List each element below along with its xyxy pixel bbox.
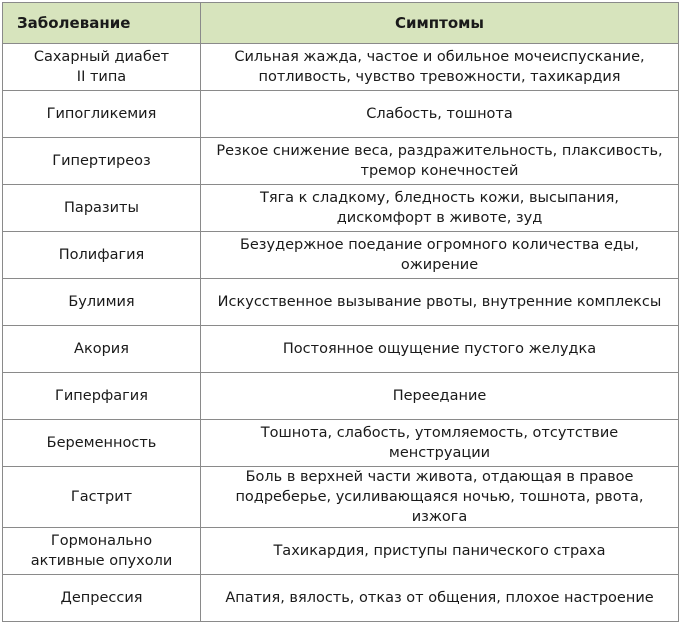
disease-symptoms-table: [2, 2, 679, 622]
disease-cell: Гипогликемия: [3, 91, 201, 138]
symptoms-cell: Постоянное ощущение пустого желудка: [201, 326, 679, 373]
disease-cell: Паразиты: [3, 185, 201, 232]
table-row: [3, 232, 679, 279]
table-row: [3, 44, 679, 91]
table-row: [3, 373, 679, 420]
table-row: [3, 420, 679, 467]
symptoms-cell: Безудержное поедание огромного количества еды, ожирение: [201, 232, 679, 279]
symptoms-cell: Переедание: [201, 373, 679, 420]
table-row: [3, 528, 679, 575]
symptoms-cell: Боль в верхней части живота, отдающая в правое подреберье, усиливающаяся ночью, тошнота, рвота, изжога: [201, 467, 679, 528]
disease-cell: Булимия: [3, 279, 201, 326]
table-header-row: [3, 3, 679, 44]
symptoms-cell: Резкое снижение веса, раздражительность, плаксивость, тремор конечностей: [201, 138, 679, 185]
header-disease: Заболевание: [3, 3, 201, 44]
table-row: [3, 185, 679, 232]
table-row: [3, 326, 679, 373]
disease-cell: Гипертиреоз: [3, 138, 201, 185]
disease-cell: Депрессия: [3, 575, 201, 622]
disease-cell: Акория: [3, 326, 201, 373]
disease-cell: Гастрит: [3, 467, 201, 528]
disease-cell: Полифагия: [3, 232, 201, 279]
disease-cell: Гиперфагия: [3, 373, 201, 420]
symptoms-cell: Тяга к сладкому, бледность кожи, высыпания, дискомфорт в животе, зуд: [201, 185, 679, 232]
header-symptoms: Симптомы: [201, 3, 679, 44]
disease-cell: Беременность: [3, 420, 201, 467]
symptoms-cell: Искусственное вызывание рвоты, внутренние комплексы: [201, 279, 679, 326]
table-row: [3, 575, 679, 622]
symptoms-cell: Сильная жажда, частое и обильное мочеиспускание, потливость, чувство тревожности, тахикардия: [201, 44, 679, 91]
symptoms-cell: Слабость, тошнота: [201, 91, 679, 138]
table-row: [3, 138, 679, 185]
table-row: [3, 279, 679, 326]
table-row: [3, 91, 679, 138]
disease-cell: Гормонально активные опухоли: [3, 528, 201, 575]
disease-cell: Сахарный диабет II типа: [3, 44, 201, 91]
table-row: [3, 467, 679, 528]
symptoms-cell: Тахикардия, приступы панического страха: [201, 528, 679, 575]
symptoms-cell: Апатия, вялость, отказ от общения, плохое настроение: [201, 575, 679, 622]
symptoms-cell: Тошнота, слабость, утомляемость, отсутствие менструации: [201, 420, 679, 467]
